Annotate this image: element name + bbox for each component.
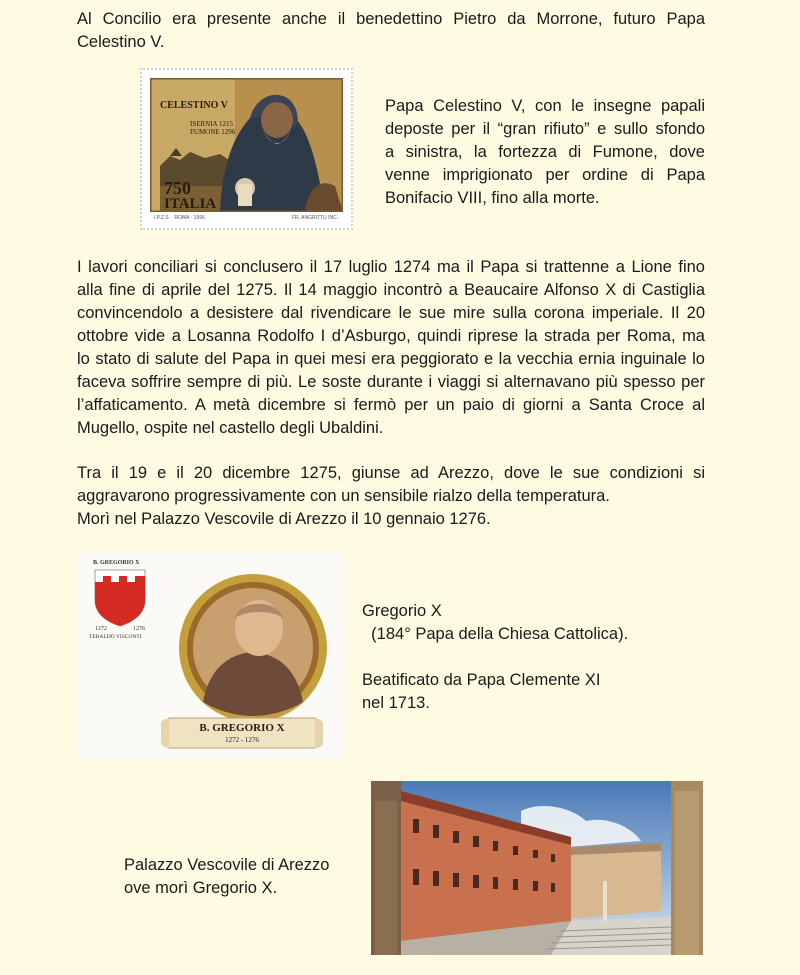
gregorio-detail: (184° Papa della Chiesa Cattolica). xyxy=(362,625,629,643)
gregorio-caption xyxy=(362,600,692,715)
stamp-title: CELESTINO V xyxy=(160,100,228,111)
text-line: Mugello, ospite nel castello degli Ubaldini. xyxy=(77,419,384,437)
intro-paragraph xyxy=(77,8,705,54)
coat-name: TEBALDO VISCONTI xyxy=(89,634,142,640)
stamp-country: ITALIA xyxy=(164,196,217,212)
text-line: aggravarono progressivamente con un sensibile rialzo della temperatura. xyxy=(77,487,610,505)
text-line: ottobre vide a Losanna Rodolfo I d’Asburgo, quindi riprese la strada per Roma, ma xyxy=(77,327,705,345)
coat-year-start: 1272 xyxy=(95,626,107,632)
text-line: alla fine di aprile del 1275. Il 14 maggio incontrò a Beaucaire Alfonso X di Castiglia xyxy=(77,281,705,299)
palazzo-caption-line: ove morì Gregorio X. xyxy=(124,879,278,897)
celestino-stamp-image xyxy=(140,68,353,230)
death-paragraph xyxy=(77,462,705,531)
text-line: venne imprigionato per ordine di Papa xyxy=(385,166,705,184)
text-line: lo stato di salute del Papa in quei mesi era peggiorato e la vecchia ernia inguinale lo xyxy=(77,350,705,368)
stamp-value: 750 xyxy=(164,178,191,198)
text-line: a sinistra, la fortezza di Fumone, dove xyxy=(385,143,705,161)
stamp-death: FUMONE 1296 xyxy=(190,128,236,136)
text-line: Bonifacio VIII, fino alla morte. xyxy=(385,189,600,207)
stamp-artwork xyxy=(150,78,343,212)
palazzo-caption xyxy=(124,854,354,900)
gregorio-beatified-year: nel 1713. xyxy=(362,694,430,712)
palazzo-illustration xyxy=(371,781,703,955)
gregorio-portrait-image xyxy=(77,552,345,759)
banner-years: 1272 - 1276 xyxy=(225,736,259,744)
palazzo-vescovile-photo xyxy=(371,781,703,955)
text-line: deposte per il “gran rifiuto” e sullo sfondo xyxy=(385,120,705,138)
text-line: l’affaticamento. A metà dicembre si fermò per un paio di giorni a Santa Croce al xyxy=(77,396,705,414)
gregorio-name: Gregorio X xyxy=(362,602,442,620)
spacer xyxy=(362,646,692,669)
stamp-footer-left: I.P.Z.S. · ROMA · 1996 xyxy=(154,215,205,221)
text-line: convincendolo a desistere dal rivendicare le sue mire sulla corona imperiale. Il 20 xyxy=(77,304,705,322)
stamp-birth: ISERNIA 1215 xyxy=(190,120,233,128)
text-line: Morì nel Palazzo Vescovile di Arezzo il 10 gennaio 1276. xyxy=(77,510,491,528)
text-line: Celestino V. xyxy=(77,33,165,51)
text-line: I lavori conciliari si conclusero il 17 luglio 1274 ma il Papa si trattenne a Lione fino xyxy=(77,258,705,276)
gregorio-beatified: Beatificato da Papa Clemente XI xyxy=(362,671,601,689)
text-line: faceva soffrire sempre di più. Le soste durante i viaggi si alternavano più spesso per xyxy=(77,373,705,391)
travel-paragraph xyxy=(77,256,705,440)
text-line: Tra il 19 e il 20 dicembre 1275, giunse ad Arezzo, dove le sue condizioni si xyxy=(77,464,705,482)
coat-year-end: 1276 xyxy=(133,626,145,632)
text-line: Papa Celestino V, con le insegne papali xyxy=(385,97,705,115)
stamp-footer-right: FR. ANGRITTU INC. xyxy=(292,215,339,221)
banner-name: B. GREGORIO X xyxy=(199,722,285,734)
palazzo-caption-line: Palazzo Vescovile di Arezzo xyxy=(124,856,330,874)
coat-title: B. GREGORIO X xyxy=(93,560,140,566)
text-line: Al Concilio era presente anche il benedettino Pietro da Morrone, futuro Papa xyxy=(77,10,705,28)
stamp-caption xyxy=(385,95,705,210)
